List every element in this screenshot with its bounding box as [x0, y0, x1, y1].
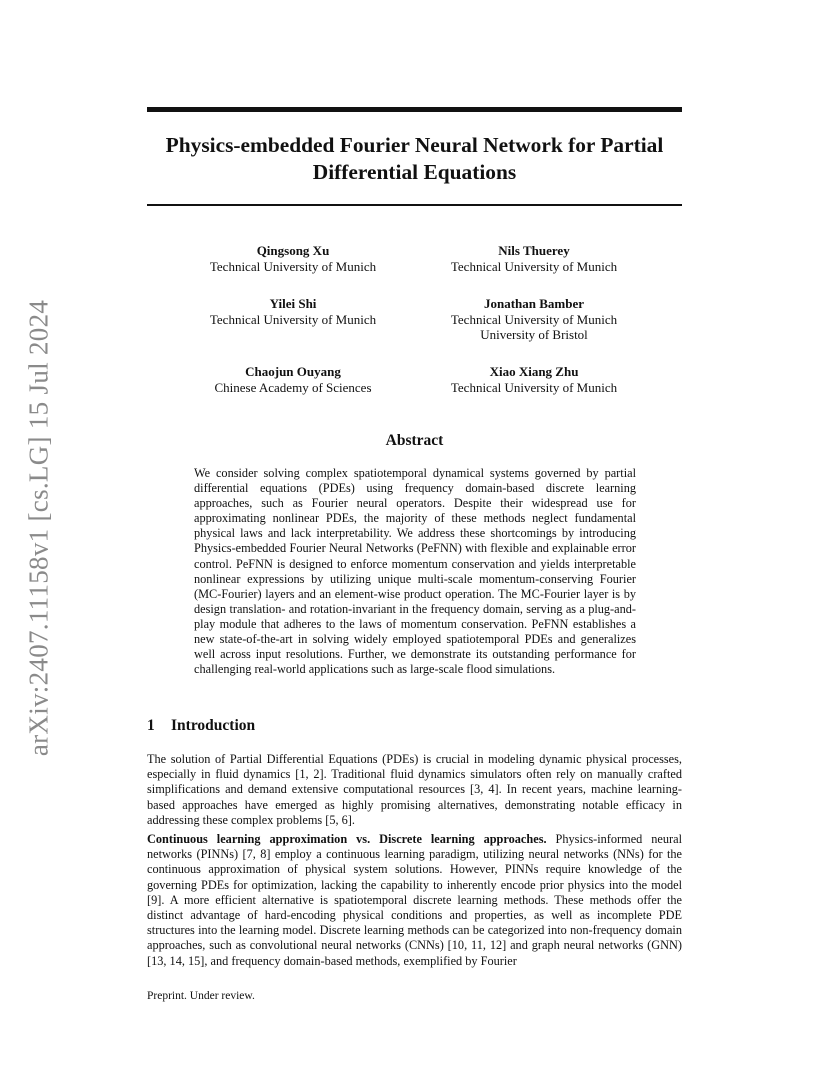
author-name: Yilei Shi: [269, 296, 317, 311]
author-block: [163, 296, 423, 327]
author-affiliation: Technical University of Munich: [450, 379, 618, 395]
section-title: Introduction: [171, 717, 256, 734]
author-name: Jonathan Bamber: [483, 296, 585, 311]
author-block: [163, 364, 423, 395]
author-block: [404, 364, 664, 395]
footer-note: Preprint. Under review.: [147, 990, 255, 1002]
author-affiliation: Technical University of Munich: [450, 311, 618, 327]
author-name: Chaojun Ouyang: [245, 364, 341, 379]
author-name: Nils Thuerey: [498, 243, 570, 258]
section-heading: [147, 717, 255, 735]
author-affiliation: Technical University of Munich: [209, 311, 377, 327]
title-top-rule: [147, 107, 682, 112]
intro-paragraph-2: [147, 832, 682, 969]
abstract-text: We consider solving complex spatiotemporal dynamical systems governed by partial differential equations (PDEs) using frequency domain-based discrete learning approaches, such as Fourier neural operators. Despite their widespread use for approximating nonlinear PDEs, the majority of these methods neglect fundamental physical laws and lack interpretability. We address these shortcomings by introducing Physics-embedded Fourier Neural Networks (PeFNN) with flexible and explainable error control. PeFNN is designed to enforce momentum conservation and yields interpretable nonlinear expressions by utilizing unique multi-scale momentum-conserving Fourier (MC-Fourier) layers and an element-wise product operation. The MC-Fourier layer is by design translation- and rotation-invariant in the frequency domain, serving as a plug-and-play module that adheres to the laws of momentum conservation. PeFNN establishes a new state-of-the-art in solving widely employed spatiotemporal PDEs and generalizes well across input resolutions. Further, we demonstrate its outstanding performance for challenging real-world applications such as large-scale flood simulations.: [194, 466, 636, 677]
author-affiliation: Technical University of Munich: [450, 258, 618, 274]
arxiv-identifier-stamp: arXiv:2407.11158v1 [cs.LG] 15 Jul 2024: [23, 299, 54, 757]
paragraph-body: Physics-informed neural networks (PINNs) [7, 8] employ a continuous learning paradigm, utilizing neural networks (NNs) for the continuous approximation of physical system solutions. However, PINNs require knowledge of the governing PDEs for optimization, lacking the capability to inherently encode prior physics into the model [9]. A more efficient alternative is spatiotemporal discrete learning methods. These methods offer the distinct advantage of hard-encoding physical conditions and properties, as well as incomplete PDE structures into the learning model. Discrete learning methods can be categorized into non-frequency domain approaches, such as convolutional neural networks (CNNs) [10, 11, 12] and graph neural networks (GNN) [13, 14, 15], and frequency domain-based methods, exemplified by Fourier: [147, 832, 682, 968]
paper-title: Physics-embedded Fourier Neural Network for Partial Differential Equations: [165, 133, 664, 184]
paragraph-lead-heading: Continuous learning approximation vs. Discrete learning approaches.: [147, 832, 547, 846]
title-bottom-rule: [147, 204, 682, 206]
author-block: [404, 296, 664, 343]
author-block: [163, 243, 423, 274]
section-number: 1: [147, 717, 155, 734]
author-name: Xiao Xiang Zhu: [489, 364, 579, 379]
author-name: Qingsong Xu: [256, 243, 330, 258]
intro-paragraph: The solution of Partial Differential Equations (PDEs) is crucial in modeling dynamic physical processes, especially in fluid dynamics [1, 2]. Traditional fluid dynamics simulators often rely on manually crafted simplifications and demand extensive computational resources [3, 4]. In recent years, machine learning-based approaches have emerged as highly promising alternatives, demonstrating notable efficacy in addressing these complex problems [5, 6].: [147, 752, 682, 827]
author-affiliation: Technical University of Munich: [209, 258, 377, 274]
author-block: [404, 243, 664, 274]
abstract-heading: Abstract: [385, 432, 444, 449]
author-affiliation-secondary: University of Bristol: [480, 327, 588, 342]
author-affiliation: Chinese Academy of Sciences: [214, 379, 372, 395]
